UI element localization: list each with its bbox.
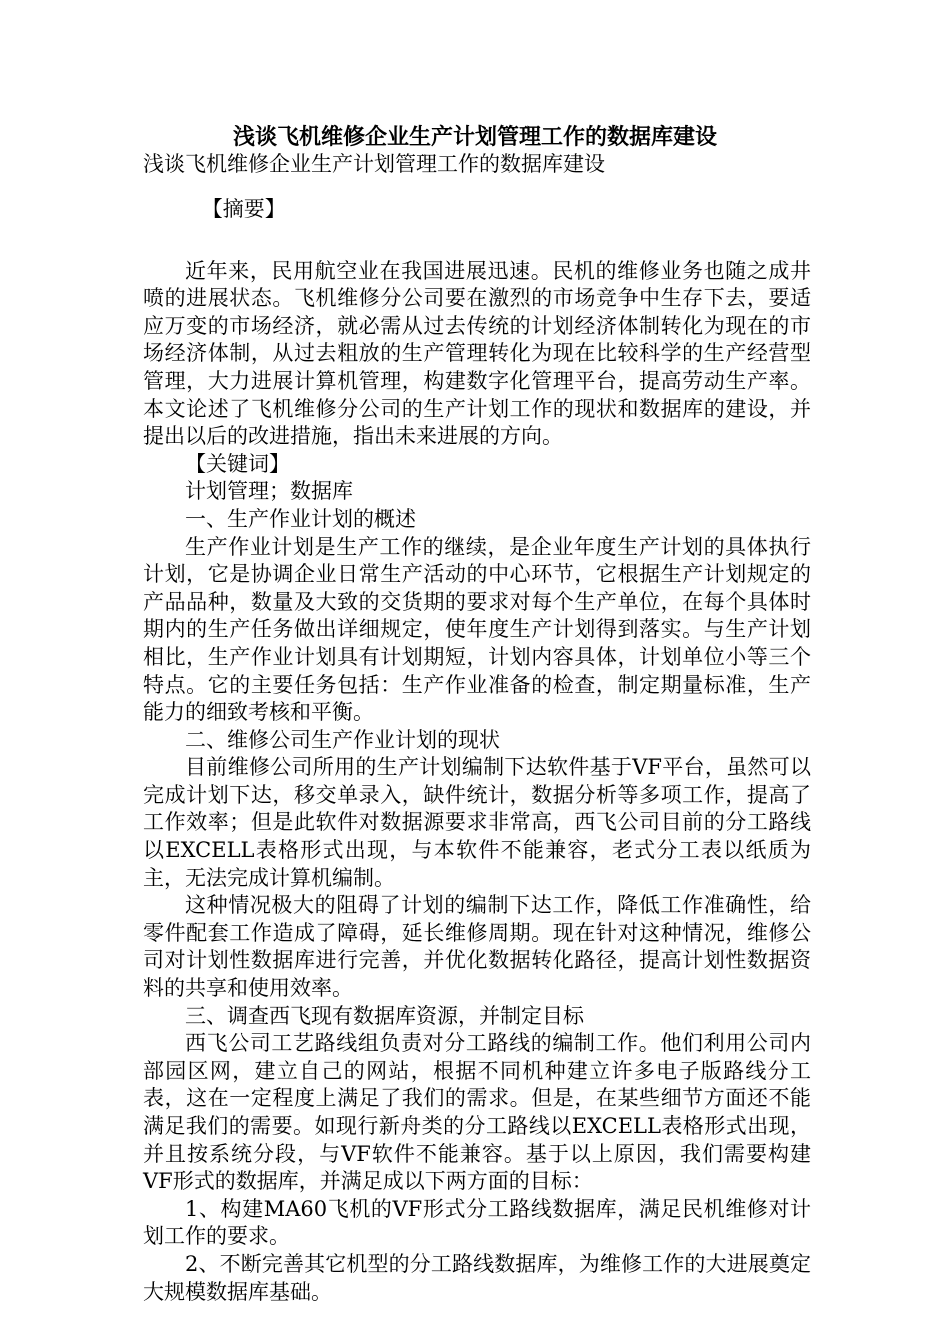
section-3-paragraph: 西飞公司工艺路线组负责对分工路线的编制工作。他们利用公司内部园区网，建立自己的网站，根据不同机种建立许多电子版路线分工表，这在一定程度上满足了我们的需求。但是，在某些细节方面还不能满足我们的需要。如现行新舟类的分工路线以EXCELL表格形式出现，并且按系统分段，与VF软件不能兼容。基于以上原因，我们需要构建VF形式的数据库，并满足成以下两方面的目标： <box>143 1031 811 1194</box>
section-2-heading: 二、维修公司生产作业计划的现状 <box>185 727 500 752</box>
document-subtitle: 浅谈飞机维修企业生产计划管理工作的数据库建设 <box>143 152 605 176</box>
section-2-paragraph-1: 目前维修公司所用的生产计划编制下达软件基于VF平台，虽然可以完成计划下达，移交单录入，缺件统计，数据分析等多项工作，提高了工作效率；但是此软件对数据源要求非常高，西飞公司目前的分工路线以EXCELL表格形式出现，与本软件不能兼容，老式分工表以纸质为主，无法完成计算机编制。 <box>143 755 811 890</box>
abstract-paragraph: 近年来，民用航空业在我国进展迅速。民机的维修业务也随之成井喷的进展状态。飞机维修分公司要在激烈的市场竞争中生存下去，要适应万变的市场经济，就必需从过去传统的计划经济体制转化为现在的市场经济体制，从过去粗放的生产管理转化为现在比较科学的生产经营型管理，大力进展计算机管理，构建数字化管理平台，提高劳动生产率。本文论述了飞机维修分公司的生产计划工作的现状和数据库的建设，并提出以后的改进措施，指出未来进展的方向。 <box>143 258 811 449</box>
document-body <box>143 196 811 1306</box>
section-1-paragraph: 生产作业计划是生产工作的继续，是企业年度生产计划的具体执行计划，它是协调企业日常生产活动的中心环节，它根据生产计划规定的产品品种，数量及大致的交货期的要求对每个生产单位，在每个具体时期内的生产任务做出详细规定，使年度生产计划得到落实。与生产计划相比，生产作业计划具有计划期短，计划内容具体，计划单位小等三个特点。它的主要任务包括：生产作业准备的检查，制定期量标准，生产能力的细致考核和平衡。 <box>143 534 811 725</box>
section-2-paragraph-2: 这种情况极大的阻碍了计划的编制下达工作，降低工作准确性，给零件配套工作造成了障碍，延长维修周期。现在针对这种情况，维修公司对计划性数据库进行完善，并优化数据转化路径，提高计划性数据资料的共享和使用效率。 <box>143 893 811 1001</box>
keywords-text: 计划管理；数据库 <box>185 479 353 504</box>
keywords-heading: 【关键词】 <box>185 451 290 476</box>
goal-item-1: 1、构建MA60飞机的VF形式分工路线数据库，满足民机维修对计划工作的要求。 <box>143 1196 811 1249</box>
section-1-heading: 一、生产作业计划的概述 <box>185 506 416 531</box>
goal-item-2: 2、不断完善其它机型的分工路线数据库，为维修工作的大进展奠定大规模数据库基础。 <box>143 1251 811 1304</box>
section-3-heading: 三、调查西飞现有数据库资源，并制定目标 <box>185 1003 584 1028</box>
document-title: 浅谈飞机维修企业生产计划管理工作的数据库建设 <box>232 124 717 150</box>
abstract-heading: 【摘要】 <box>201 197 286 221</box>
